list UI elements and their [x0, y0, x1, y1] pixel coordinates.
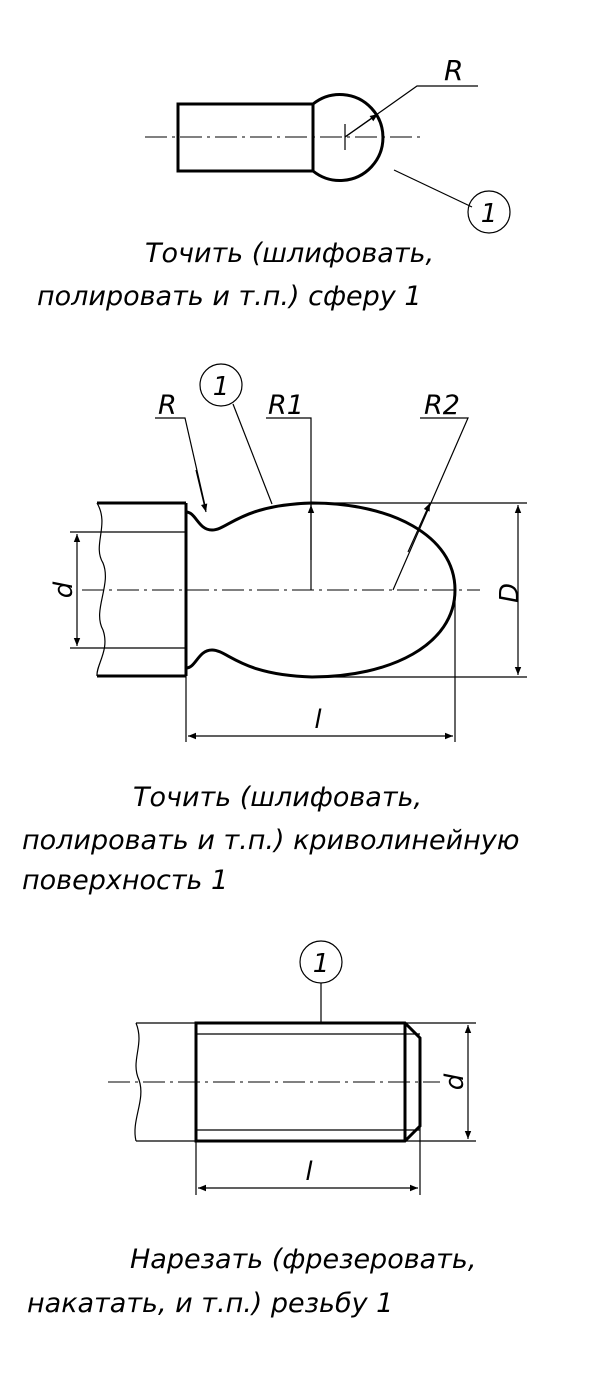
R-leader — [155, 418, 206, 510]
callout-number: 1 — [480, 199, 498, 229]
l-label: l — [314, 705, 322, 735]
caption-line-2: полировать и т.п.) криволинейную — [22, 825, 520, 856]
callout-number: 1 — [312, 949, 330, 979]
caption-line-1: Нарезать (фрезеровать, — [130, 1244, 477, 1275]
radius-arrow — [345, 114, 378, 137]
R-label: R — [158, 390, 177, 421]
d-label: d — [49, 581, 79, 599]
d-label: d — [440, 1073, 470, 1091]
R-arrow — [196, 470, 206, 512]
R2-label: R2 — [424, 390, 460, 421]
caption-line-1: Точить (шлифовать, — [145, 238, 435, 269]
figure-thread — [27, 941, 476, 1319]
caption-line-2: полировать и т.п.) сферу 1 — [37, 281, 422, 312]
callout-leader — [233, 404, 272, 504]
figure-sphere — [37, 54, 510, 312]
callout-number: 1 — [212, 372, 230, 402]
callout-leader — [394, 170, 472, 207]
radius-label: R — [444, 54, 464, 87]
radius-leader — [345, 86, 478, 137]
R1-label: R1 — [268, 390, 304, 421]
figure-curved-surface — [22, 364, 527, 896]
caption-line-2: накатать, и т.п.) резьбу 1 — [27, 1288, 394, 1319]
caption-line-3: поверхность 1 — [22, 865, 229, 896]
R2-leader — [393, 418, 468, 590]
D-label: D — [495, 582, 525, 604]
l-label: l — [305, 1157, 313, 1187]
R2-arrow — [408, 503, 430, 552]
caption-line-1: Точить (шлифовать, — [133, 782, 423, 813]
